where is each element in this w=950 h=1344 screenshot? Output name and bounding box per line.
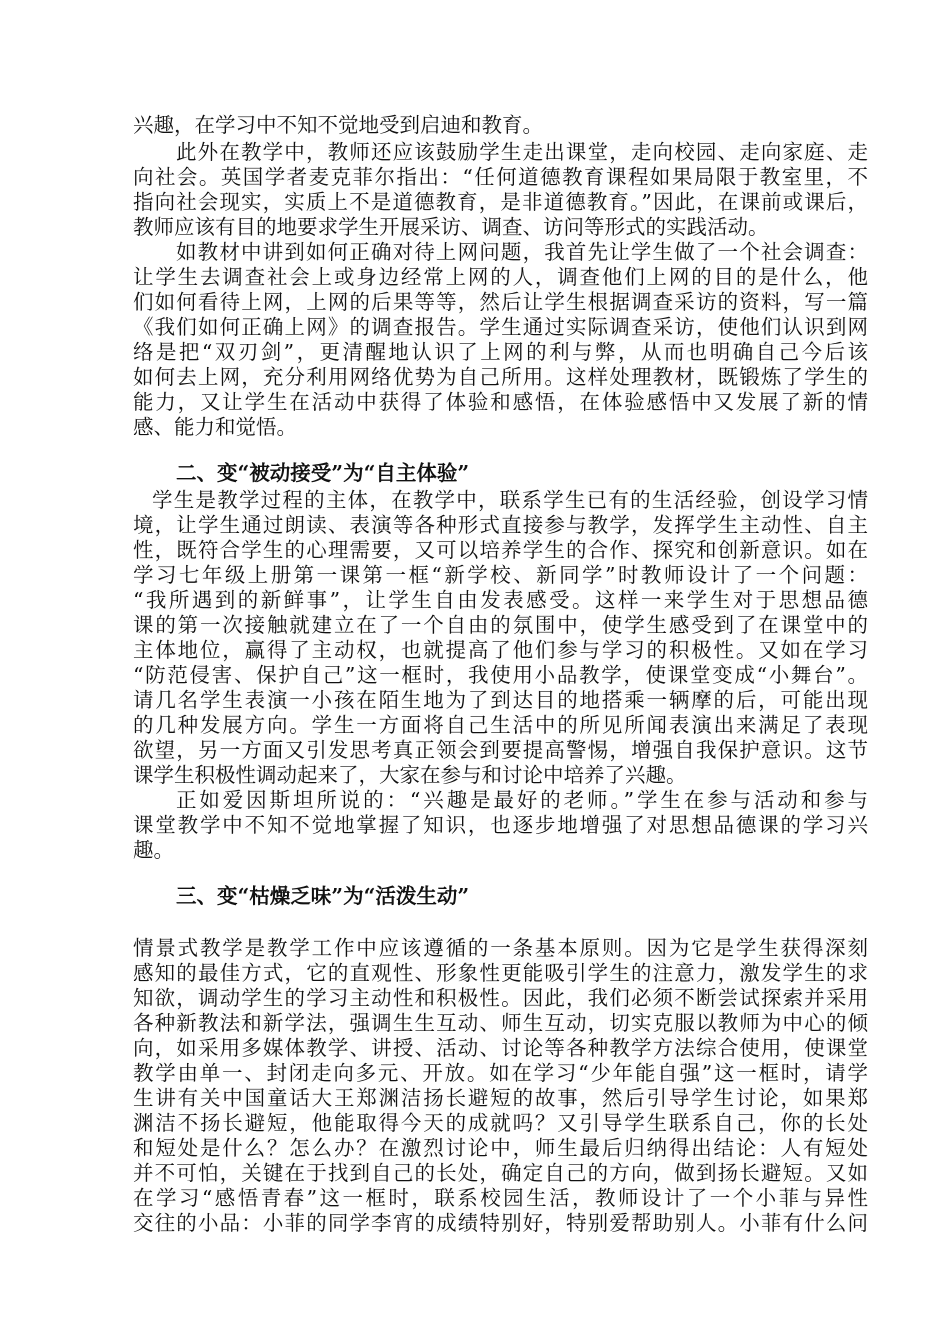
paragraph-line: 性，既符合学生的心理需要，又可以培养学生的合作、探究和创新意识。如在 [133,538,868,562]
paragraph-line: 的几种发展方向。学生一方面将自己生活中的所见所闻表演出来满足了表现 [133,713,868,737]
paragraph-line: 《我们如何正确上网》的调查报告。学生通过实际调查采访，使他们认识到网 [133,315,868,339]
paragraph-line: 学生是教学过程的主体，在教学中，联系学生已有的生活经验，创设学习情 [152,488,868,512]
paragraph-line: 兴趣，在学习中不知不觉地受到启迪和教育。 [133,113,543,137]
paragraph-line: 请几名学生表演一小孩在陌生地为了到达目的地搭乘一辆摩的后，可能出现 [133,688,868,712]
paragraph-line: 生讲有关中国童话大王郑渊洁扬长避短的故事，然后引导学生讨论，如果郑 [133,1086,868,1110]
paragraph-line: 课学生积极性调动起来了，大家在参与和讨论中培养了兴趣。 [133,763,687,787]
paragraph-line: 知欲，调动学生的学习主动性和积极性。因此，我们必须不断尝试探索并采用 [133,986,868,1010]
section-heading: 二、变“被动接受”为“自主体验” [176,461,470,485]
paragraph-line: 正如爱因斯坦所说的：“兴趣是最好的老师。”学生在参与活动和参与 [176,788,868,812]
paragraph-line: 各种新教法和新学法，强调生生互动、师生互动，切实克服以教师为中心的倾 [133,1011,868,1035]
paragraph-line: 此外在教学中，教师还应该鼓励学生走出课堂，走向校园、走向家庭、走 [176,140,868,164]
paragraph-line: 感知的最佳方式，它的直观性、形象性更能吸引学生的注意力，激发学生的求 [133,961,868,985]
paragraph-line: 能力，又让学生在活动中获得了体验和感悟，在体验感悟中又发展了新的情 [133,390,868,414]
paragraph-line: 指向社会现实，实质上不是道德教育，是非道德教育。”因此，在课前或课后， [133,190,868,214]
paragraph-line: 和短处是什么？怎么办？在激烈讨论中，师生最后归纳得出结论：人有短处 [133,1136,868,1160]
paragraph-line: 向社会。英国学者麦克菲尔指出：“任何道德教育课程如果局限于教室里，不 [133,165,868,189]
paragraph-line: 如教材中讲到如何正确对待上网问题，我首先让学生做了一个社会调查： [176,240,868,264]
paragraph-line: 教学由单一、封闭走向多元、开放。如在学习“少年能自强”这一框时，请学 [133,1061,868,1085]
paragraph-line: 境，让学生通过朗读、表演等各种形式直接参与教学，发挥学生主动性、自主 [133,513,868,537]
paragraph-line: 渊洁不扬长避短，他能取得今天的成就吗？又引导学生联系自己，你的长处 [133,1111,868,1135]
paragraph-line: 教师应该有目的地要求学生开展采访、调查、访问等形式的实践活动。 [133,215,769,239]
paragraph-line: 课堂教学中不知不觉地掌握了知识，也逐步地增强了对思想品德课的学习兴 [133,813,868,837]
paragraph-line: 主体地位，赢得了主动权，也就提高了他们参与学习的积极性。又如在学习 [133,638,868,662]
paragraph-line: 趣。 [133,838,174,862]
paragraph-line: 们如何看待上网，上网的后果等等，然后让学生根据调查采访的资料，写一篇 [133,290,868,314]
paragraph-line: 情景式教学是教学工作中应该遵循的一条基本原则。因为它是学生获得深刻 [133,936,868,960]
paragraph-line: “我所遇到的新鲜事”，让学生自由发表感受。这样一来学生对于思想品德 [133,588,868,612]
paragraph-line: 让学生去调查社会上或身边经常上网的人，调查他们上网的目的是什么，他 [133,265,868,289]
paragraph-line: “防范侵害、保护自己”这一框时，我使用小品教学，使课堂变成“小舞台”。 [133,663,868,687]
paragraph-line: 交往的小品：小菲的同学李宵的成绩特别好，特别爱帮助别人。小菲有什么问 [133,1211,868,1235]
paragraph-line: 欲望，另一方面又引发思考真正领会到要提高警惕，增强自我保护意识。这节 [133,738,868,762]
paragraph-line: 向，如采用多媒体教学、讲授、活动、讨论等各种教学方法综合使用，使课堂 [133,1036,868,1060]
paragraph-line: 并不可怕，关键在于找到自己的长处，确定自己的方向，做到扬长避短。又如 [133,1161,868,1185]
paragraph-line: 课的第一次接触就建立在了一个自由的氛围中，使学生感受到了在课堂中的 [133,613,868,637]
paragraph-line: 学习七年级上册第一课第一框“新学校、新同学”时教师设计了一个问题： [133,563,868,587]
paragraph-line: 如何去上网，充分利用网络优势为自己所用。这样处理教材，既锻炼了学生的 [133,365,868,389]
paragraph-line: 感、能力和觉悟。 [133,415,297,439]
section-heading: 三、变“枯燥乏味”为“活泼生动” [176,884,470,908]
paragraph-line: 络是把“双刃剑”，更清醒地认识了上网的利与弊，从而也明确自己今后该 [133,340,868,364]
paragraph-line: 在学习“感悟青春”这一框时，联系校园生活，教师设计了一个小菲与异性 [133,1186,868,1210]
